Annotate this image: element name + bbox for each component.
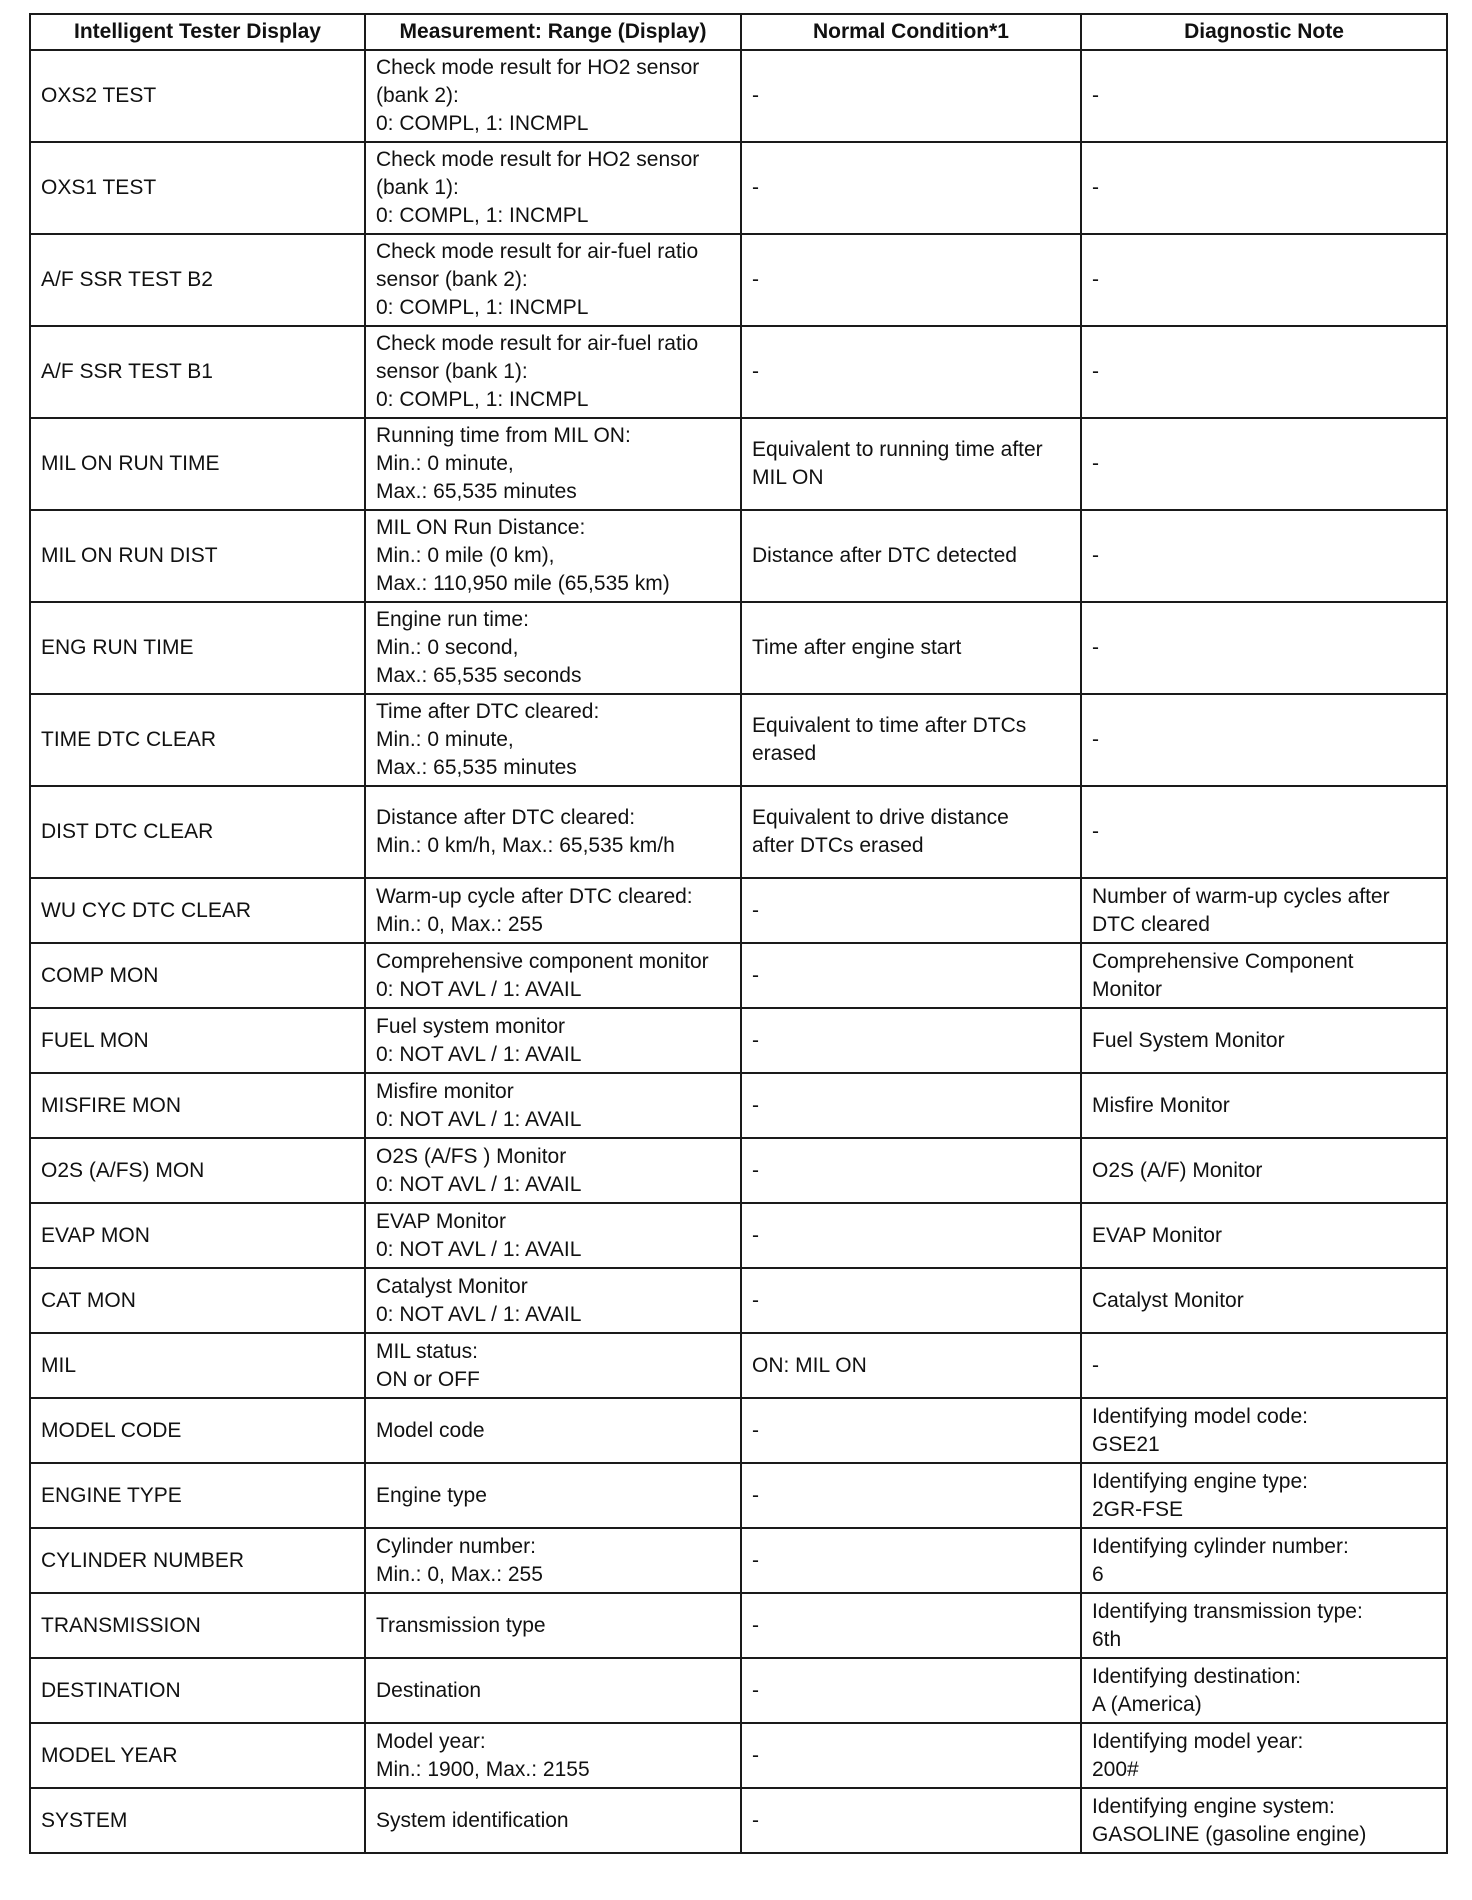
cell-display: MIL ON RUN TIME — [30, 418, 365, 510]
cell-range: Destination — [365, 1658, 741, 1723]
table-row — [30, 1138, 1447, 1203]
cell-range: Check mode result for air-fuel ratio sensor (bank 1): 0: COMPL, 1: INCMPL — [365, 326, 741, 418]
cell-range: Engine type — [365, 1463, 741, 1528]
cell-normal-condition: ON: MIL ON — [741, 1333, 1081, 1398]
cell-display: A/F SSR TEST B1 — [30, 326, 365, 418]
table-row — [30, 943, 1447, 1008]
cell-range: MIL status: ON or OFF — [365, 1333, 741, 1398]
cell-range: Misfire monitor 0: NOT AVL / 1: AVAIL — [365, 1073, 741, 1138]
cell-diagnostic-note: Identifying engine type: 2GR-FSE — [1081, 1463, 1447, 1528]
cell-normal-condition: - — [741, 1203, 1081, 1268]
cell-normal-condition: - — [741, 1268, 1081, 1333]
table-row — [30, 786, 1447, 878]
header-range: Measurement: Range (Display) — [365, 14, 741, 50]
cell-normal-condition: - — [741, 1073, 1081, 1138]
cell-range: Check mode result for HO2 sensor (bank 2): 0: COMPL, 1: INCMPL — [365, 50, 741, 142]
cell-range: Cylinder number: Min.: 0, Max.: 255 — [365, 1528, 741, 1593]
cell-display: DESTINATION — [30, 1658, 365, 1723]
table-row — [30, 694, 1447, 786]
table-row — [30, 1463, 1447, 1528]
cell-diagnostic-note: EVAP Monitor — [1081, 1203, 1447, 1268]
cell-display: A/F SSR TEST B2 — [30, 234, 365, 326]
cell-display: TIME DTC CLEAR — [30, 694, 365, 786]
table-row — [30, 234, 1447, 326]
cell-normal-condition: - — [741, 234, 1081, 326]
tester-data-table — [29, 13, 1448, 1854]
cell-diagnostic-note: Identifying engine system: GASOLINE (gasoline engine) — [1081, 1788, 1447, 1853]
cell-range: Transmission type — [365, 1593, 741, 1658]
cell-normal-condition: Time after engine start — [741, 602, 1081, 694]
cell-normal-condition: - — [741, 142, 1081, 234]
cell-display: FUEL MON — [30, 1008, 365, 1073]
table-row — [30, 50, 1447, 142]
cell-diagnostic-note: - — [1081, 142, 1447, 234]
header-diagnostic-note: Diagnostic Note — [1081, 14, 1447, 50]
cell-display: MODEL CODE — [30, 1398, 365, 1463]
table-row — [30, 1723, 1447, 1788]
cell-diagnostic-note: - — [1081, 1333, 1447, 1398]
cell-range: Running time from MIL ON: Min.: 0 minute, Max.: 65,535 minutes — [365, 418, 741, 510]
cell-diagnostic-note: - — [1081, 50, 1447, 142]
cell-diagnostic-note: - — [1081, 602, 1447, 694]
cell-normal-condition: - — [741, 1138, 1081, 1203]
cell-display: DIST DTC CLEAR — [30, 786, 365, 878]
cell-normal-condition: - — [741, 1528, 1081, 1593]
cell-diagnostic-note: - — [1081, 418, 1447, 510]
cell-normal-condition: - — [741, 50, 1081, 142]
cell-display: COMP MON — [30, 943, 365, 1008]
cell-display: WU CYC DTC CLEAR — [30, 878, 365, 943]
cell-diagnostic-note: - — [1081, 694, 1447, 786]
cell-normal-condition: Equivalent to time after DTCs erased — [741, 694, 1081, 786]
cell-range: Time after DTC cleared: Min.: 0 minute, Max.: 65,535 minutes — [365, 694, 741, 786]
cell-normal-condition: Equivalent to drive distance after DTCs erased — [741, 786, 1081, 878]
cell-range: Catalyst Monitor 0: NOT AVL / 1: AVAIL — [365, 1268, 741, 1333]
table-row — [30, 142, 1447, 234]
cell-range: Comprehensive component monitor 0: NOT AVL / 1: AVAIL — [365, 943, 741, 1008]
header-normal-condition: Normal Condition*1 — [741, 14, 1081, 50]
cell-diagnostic-note: - — [1081, 786, 1447, 878]
cell-range: O2S (A/FS ) Monitor 0: NOT AVL / 1: AVAIL — [365, 1138, 741, 1203]
cell-range: Model year: Min.: 1900, Max.: 2155 — [365, 1723, 741, 1788]
cell-normal-condition: - — [741, 1593, 1081, 1658]
cell-range: Check mode result for HO2 sensor (bank 1): 0: COMPL, 1: INCMPL — [365, 142, 741, 234]
cell-normal-condition: - — [741, 1658, 1081, 1723]
cell-display: O2S (A/FS) MON — [30, 1138, 365, 1203]
cell-normal-condition: - — [741, 943, 1081, 1008]
table-row — [30, 1658, 1447, 1723]
cell-range: Fuel system monitor 0: NOT AVL / 1: AVAIL — [365, 1008, 741, 1073]
cell-diagnostic-note: Fuel System Monitor — [1081, 1008, 1447, 1073]
cell-range: Check mode result for air-fuel ratio sensor (bank 2): 0: COMPL, 1: INCMPL — [365, 234, 741, 326]
cell-display: MIL ON RUN DIST — [30, 510, 365, 602]
cell-normal-condition: Distance after DTC detected — [741, 510, 1081, 602]
cell-normal-condition: - — [741, 878, 1081, 943]
header-row — [30, 14, 1447, 50]
cell-display: CYLINDER NUMBER — [30, 1528, 365, 1593]
table-row — [30, 326, 1447, 418]
cell-range: Distance after DTC cleared: Min.: 0 km/h, Max.: 65,535 km/h — [365, 786, 741, 878]
cell-display: OXS1 TEST — [30, 142, 365, 234]
table-body — [30, 50, 1447, 1853]
header-display: Intelligent Tester Display — [30, 14, 365, 50]
cell-normal-condition: - — [741, 1788, 1081, 1853]
cell-diagnostic-note: - — [1081, 510, 1447, 602]
cell-normal-condition: - — [741, 1398, 1081, 1463]
cell-diagnostic-note: Identifying model year: 200# — [1081, 1723, 1447, 1788]
cell-range: EVAP Monitor 0: NOT AVL / 1: AVAIL — [365, 1203, 741, 1268]
table-row — [30, 1593, 1447, 1658]
cell-display: ENGINE TYPE — [30, 1463, 365, 1528]
cell-range: Warm-up cycle after DTC cleared: Min.: 0, Max.: 255 — [365, 878, 741, 943]
cell-normal-condition: - — [741, 1008, 1081, 1073]
table-row — [30, 878, 1447, 943]
cell-diagnostic-note: Identifying destination: A (America) — [1081, 1658, 1447, 1723]
cell-diagnostic-note: O2S (A/F) Monitor — [1081, 1138, 1447, 1203]
table-row — [30, 1203, 1447, 1268]
table-row — [30, 1788, 1447, 1853]
cell-range: Model code — [365, 1398, 741, 1463]
cell-diagnostic-note: - — [1081, 234, 1447, 326]
table-row — [30, 1073, 1447, 1138]
cell-display: CAT MON — [30, 1268, 365, 1333]
cell-display: TRANSMISSION — [30, 1593, 365, 1658]
cell-diagnostic-note: Identifying transmission type: 6th — [1081, 1593, 1447, 1658]
table-row — [30, 418, 1447, 510]
cell-range: MIL ON Run Distance: Min.: 0 mile (0 km), Max.: 110,950 mile (65,535 km) — [365, 510, 741, 602]
cell-display: MODEL YEAR — [30, 1723, 365, 1788]
table-row — [30, 1398, 1447, 1463]
table-row — [30, 602, 1447, 694]
cell-normal-condition: - — [741, 1723, 1081, 1788]
cell-display: MISFIRE MON — [30, 1073, 365, 1138]
cell-range: Engine run time: Min.: 0 second, Max.: 65,535 seconds — [365, 602, 741, 694]
cell-display: MIL — [30, 1333, 365, 1398]
cell-diagnostic-note: - — [1081, 326, 1447, 418]
table-row — [30, 1333, 1447, 1398]
cell-display: ENG RUN TIME — [30, 602, 365, 694]
table-row — [30, 1528, 1447, 1593]
cell-normal-condition: - — [741, 326, 1081, 418]
table-row — [30, 510, 1447, 602]
cell-range: System identification — [365, 1788, 741, 1853]
table-row — [30, 1008, 1447, 1073]
cell-normal-condition: - — [741, 1463, 1081, 1528]
cell-normal-condition: Equivalent to running time after MIL ON — [741, 418, 1081, 510]
cell-diagnostic-note: Misfire Monitor — [1081, 1073, 1447, 1138]
cell-display: OXS2 TEST — [30, 50, 365, 142]
table-row — [30, 1268, 1447, 1333]
cell-diagnostic-note: Number of warm-up cycles after DTC cleared — [1081, 878, 1447, 943]
cell-diagnostic-note: Comprehensive Component Monitor — [1081, 943, 1447, 1008]
cell-diagnostic-note: Catalyst Monitor — [1081, 1268, 1447, 1333]
cell-display: EVAP MON — [30, 1203, 365, 1268]
cell-display: SYSTEM — [30, 1788, 365, 1853]
cell-diagnostic-note: Identifying cylinder number: 6 — [1081, 1528, 1447, 1593]
cell-diagnostic-note: Identifying model code: GSE21 — [1081, 1398, 1447, 1463]
